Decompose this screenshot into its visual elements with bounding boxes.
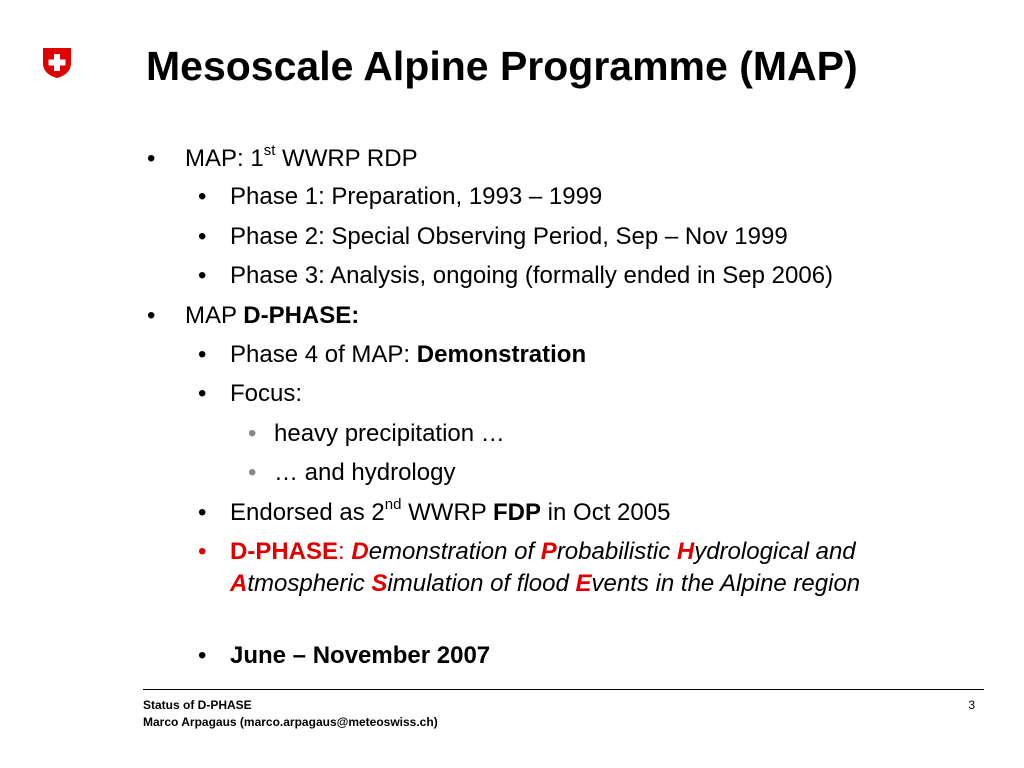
footer-title: Status of D-PHASE xyxy=(143,698,252,712)
footer xyxy=(143,697,438,731)
bullet-hydrology: • … and hydrology xyxy=(274,457,455,489)
bullet-phase-1: • Phase 1: Preparation, 1993 – 1999 xyxy=(230,181,602,213)
bullet-june-november: • June – November 2007 xyxy=(230,640,490,672)
bullet-dot: • xyxy=(248,420,257,447)
bullet-dphase-acronym: • D-PHASE: Demonstration of Probabilistic Hydrological and Atmospheric Simulation of flood Events in the Alpine region xyxy=(198,538,861,597)
footer-author: Marco Arpagaus (marco.arpagaus@meteoswiss.ch) xyxy=(143,715,438,729)
bullet-dot: • xyxy=(198,262,207,289)
bullet-map-dphase: • MAP D-PHASE: xyxy=(185,300,359,332)
bullet-dot: • xyxy=(198,538,207,565)
bullet-dot: • xyxy=(198,642,207,669)
bullet-dot: • xyxy=(248,459,257,486)
bullet-dot: • xyxy=(198,223,207,250)
bullet-endorsed-fdp: • Endorsed as 2nd WWRP FDP in Oct 2005 xyxy=(230,497,670,529)
bullet-phase-2: • Phase 2: Special Observing Period, Sep – Nov 1999 xyxy=(230,221,788,253)
footer-divider xyxy=(143,689,984,690)
bullet-heavy-precipitation: • heavy precipitation … xyxy=(274,418,505,450)
bullet-dot: • xyxy=(147,302,156,329)
swiss-cross-logo xyxy=(40,45,74,79)
bullet-phase-4: • Phase 4 of MAP: Demonstration xyxy=(230,339,586,371)
bullet-focus: • Focus: xyxy=(230,378,302,410)
bullet-dot: • xyxy=(198,380,207,407)
bullet-dot: • xyxy=(198,499,207,526)
bullet-dot: • xyxy=(198,341,207,368)
bullet-phase-3: • Phase 3: Analysis, ongoing (formally ended in Sep 2006) xyxy=(230,260,833,292)
page-title: Mesoscale Alpine Programme (MAP) xyxy=(146,43,858,89)
bullet-dot: • xyxy=(147,145,156,172)
page-number: 3 xyxy=(968,698,975,712)
bullet-map-rdp: • MAP: 1st WWRP RDP xyxy=(185,143,418,175)
bullet-dot: • xyxy=(198,183,207,210)
